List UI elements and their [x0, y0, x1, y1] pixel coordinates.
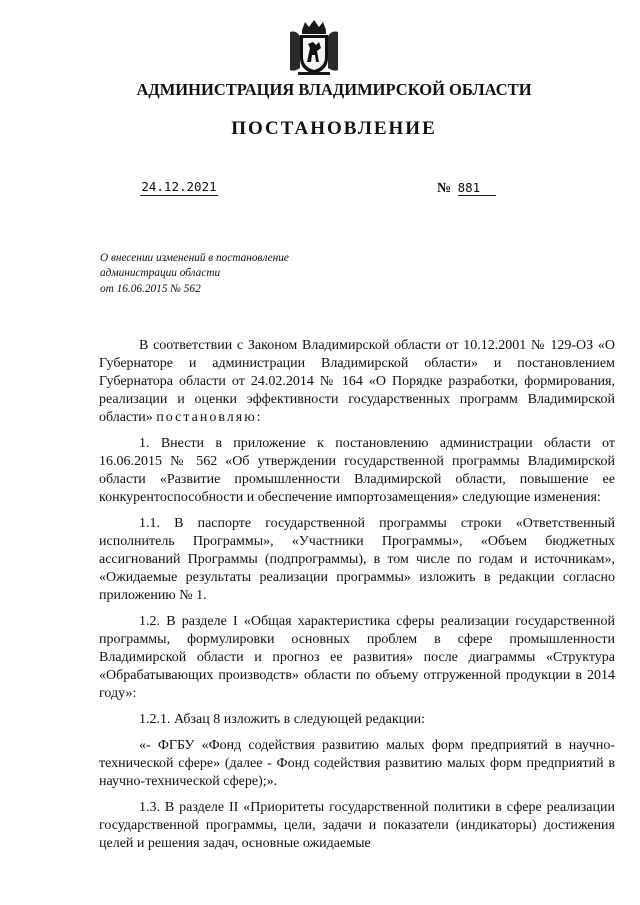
paragraph-item-1: 1. Внести в приложение к постановлению администрации области от 16.06.2015 № 562 «Об утверждении государственной программы Владимирской области «Развитие промышленности Владимирской области, повышение ее конкурентоспособности и обеспечение импортозамещения» следующие изменения:	[99, 436, 615, 505]
document-number	[437, 180, 496, 197]
subject-line: администрации области	[100, 267, 221, 280]
paragraph-item-1-2-1: 1.2.1. Абзац 8 изложить в следующей редакции:	[139, 712, 426, 727]
paragraph-quote: «- ФГБУ «Фонд содействия развитию малых форм предприятий в научно-технической сфере» (далее - Фонд содействия развитию малых форм предприятий в научно-технической сфере);».	[99, 738, 615, 789]
document-date: 24.12.2021	[141, 179, 217, 194]
number-value: 881	[458, 180, 496, 196]
subject-block	[100, 251, 289, 297]
number-label: №	[437, 181, 452, 196]
coat-of-arms-emblem	[286, 18, 342, 76]
document-body	[99, 337, 615, 861]
paragraph-preamble	[99, 337, 615, 427]
decree-word: постановляю:	[156, 410, 263, 425]
paragraph-item-1-3: 1.3. В разделе II «Приоритеты государственной политики в сфере реализации государственной программы, цели, задачи и показатели (индикаторы) достижения целей и решения задач, основные ожидаемые	[99, 800, 615, 851]
paragraph-item-1-1: 1.1. В паспорте государственной программы строки «Ответственный исполнитель Программы», «Участники Программы», «Объем бюджетных ассигнований Программы (подпрограммы), в том числе по годам и источникам», «Ожидаемые результаты реализации программы» изложить в редакции согласно приложению № 1.	[99, 516, 615, 603]
paragraph-item-1-2: 1.2. В разделе I «Общая характеристика сферы реализации государственной программы, формулировки основных проблем в сфере промышленности Владимирской области и прогноз ее развития» после диаграммы «Структура «Обрабатывающих производств» области по объему отгруженной продукции в 2014 году»:	[99, 614, 615, 701]
subject-line: О внесении изменений в постановление	[100, 252, 289, 264]
organization-title: АДМИНИСТРАЦИЯ ВЛАДИМИРСКОЙ ОБЛАСТИ	[136, 80, 532, 99]
subject-line: от 16.06.2015 № 562	[100, 282, 201, 295]
document-type-title: ПОСТАНОВЛЕНИЕ	[231, 118, 437, 139]
preamble-text: В соответствии с Законом Владимирской области от 10.12.2001 № 129-ОЗ «О Губернаторе и администрации Владимирской области» и постановлением Губернатора области от 24.02.2014 № 164 «О Порядке разработки, формирования, реализации и оценки эффективности государственных программ Владимирской области»	[99, 338, 615, 425]
